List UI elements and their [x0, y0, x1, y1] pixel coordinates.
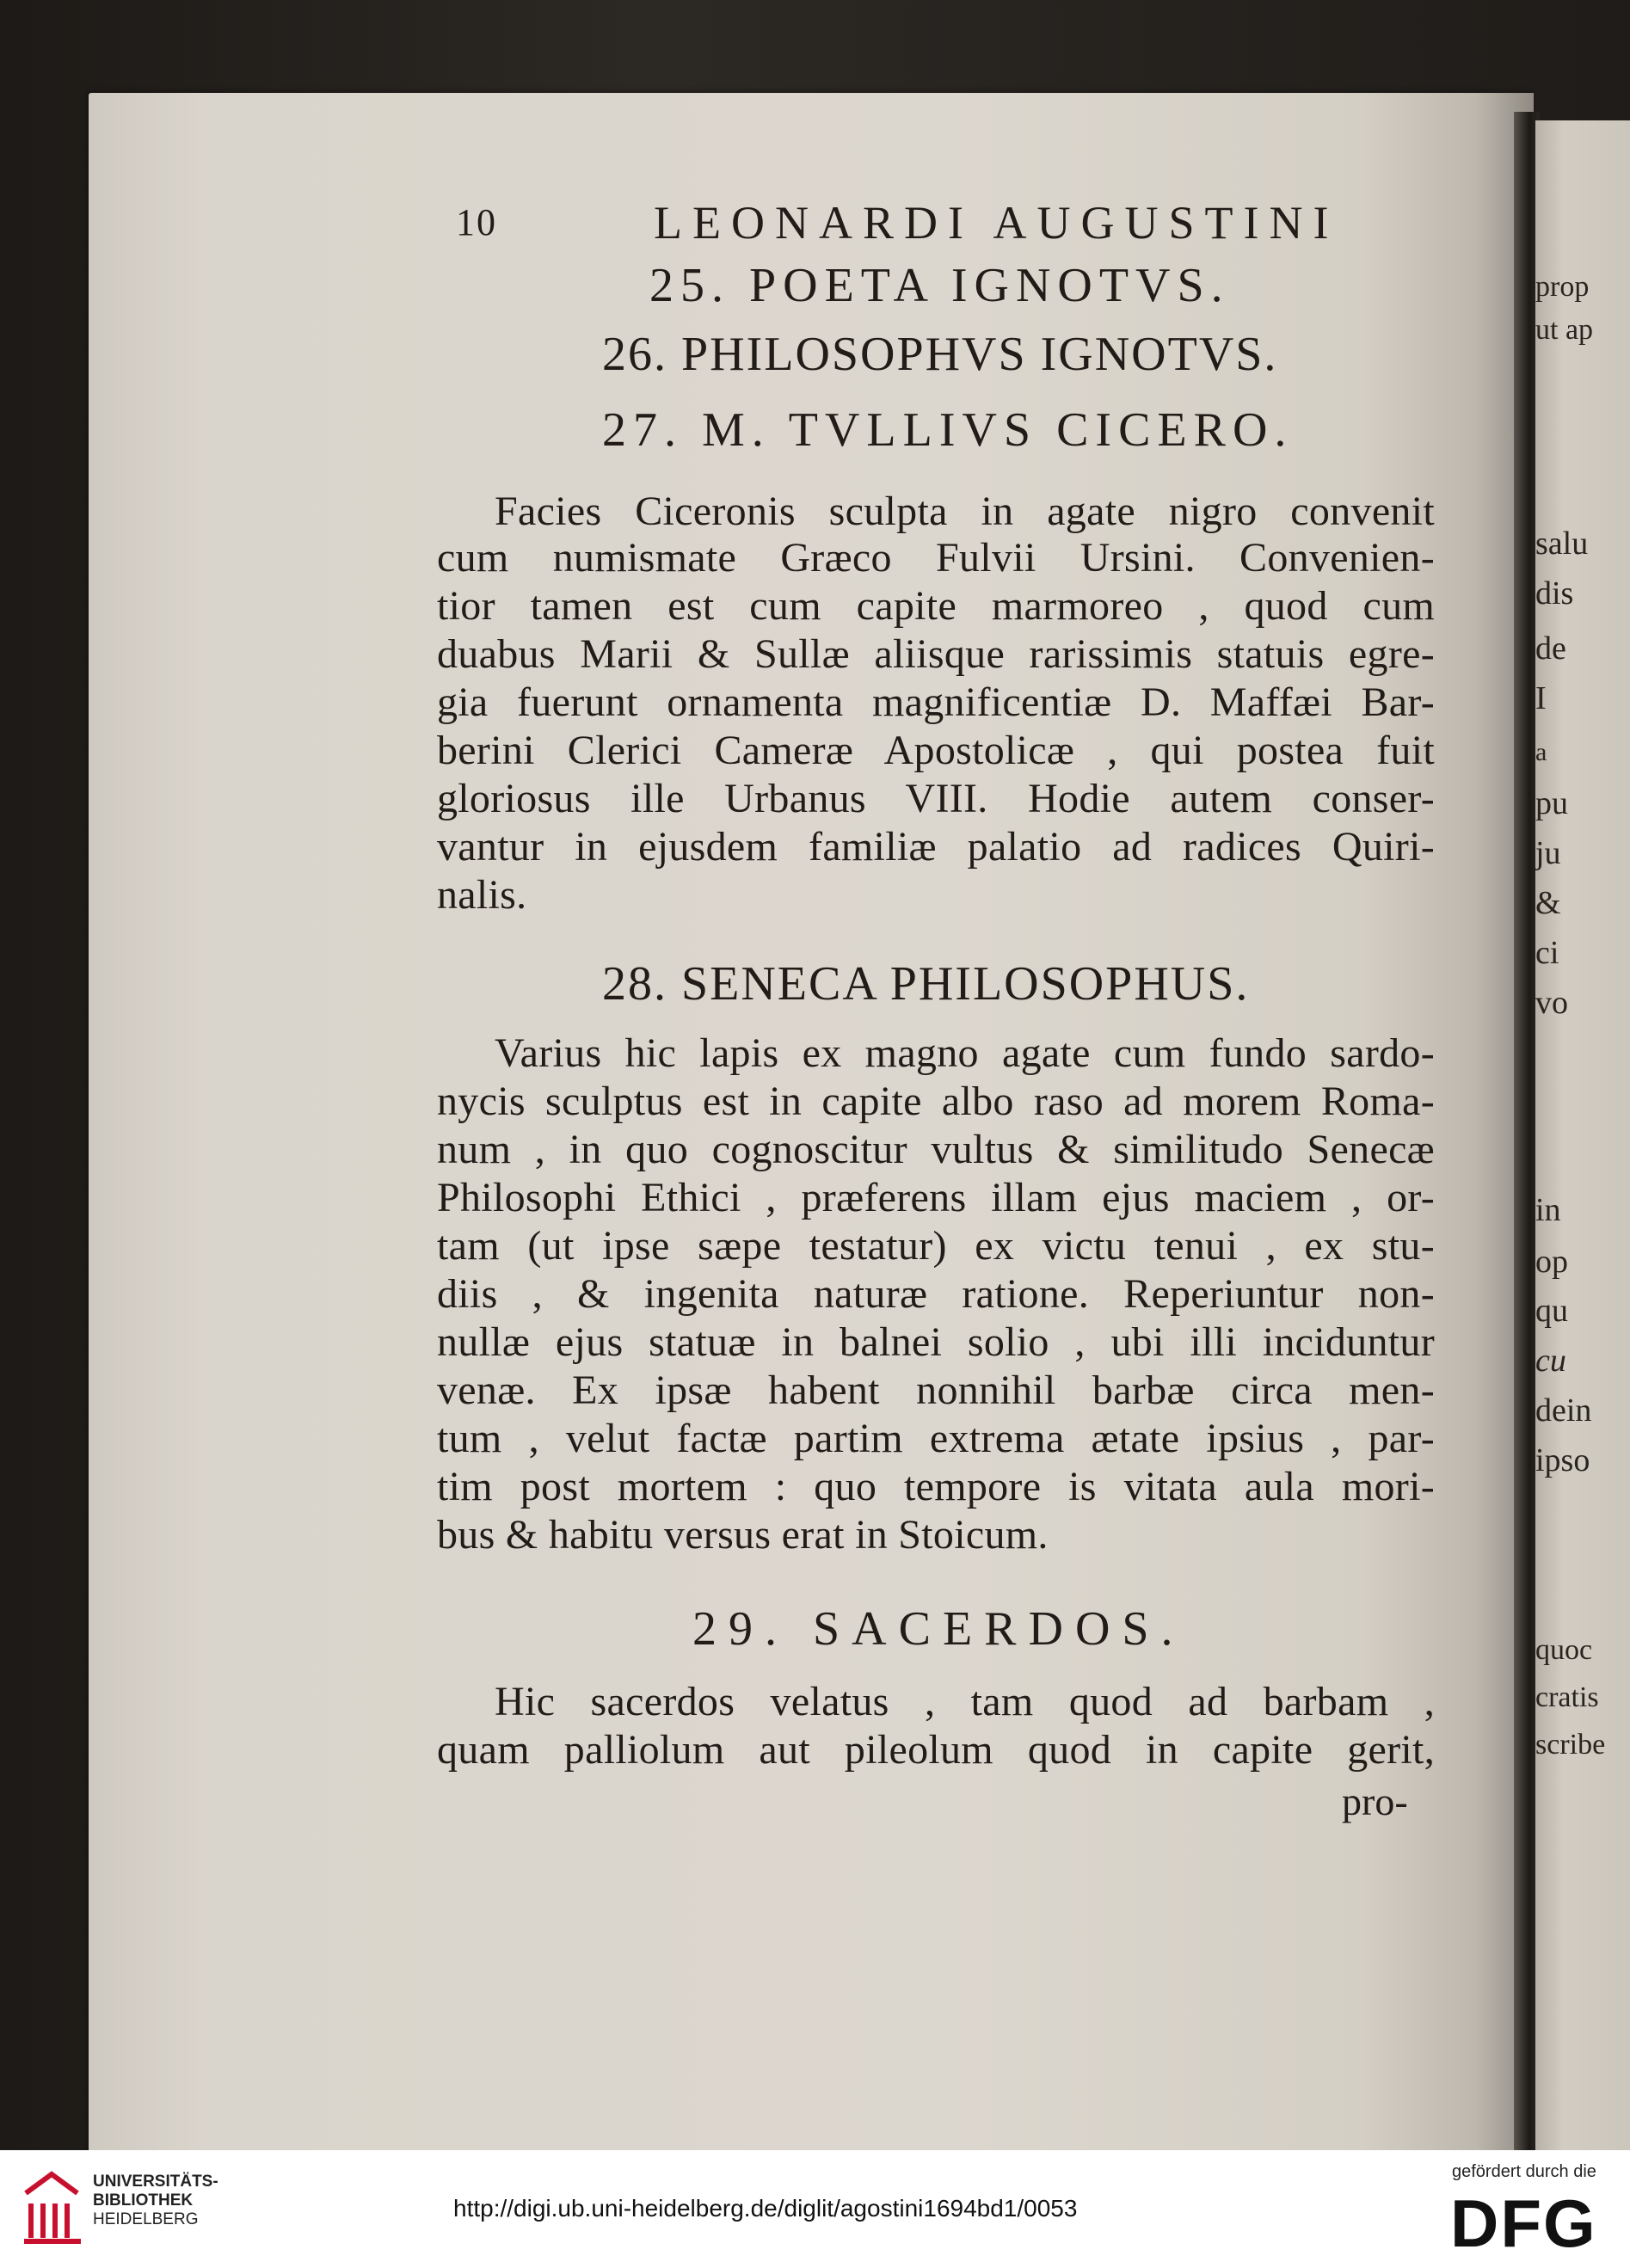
library-name — [93, 2173, 218, 2229]
permalink-url[interactable]: http://digi.ub.uni-heidelberg.de/diglit/agostini1694bd1/0053 — [453, 2195, 1078, 2222]
text-line: gloriosus ille Urbanus VIII. Hodie autem conser- — [437, 776, 1435, 821]
text-line: Varius hic lapis ex magno agate cum fundo sardo- — [495, 1030, 1435, 1076]
adjacent-page-edge — [1535, 120, 1630, 2150]
footer-bar — [0, 2150, 1630, 2268]
fragment: scribe — [1535, 1729, 1606, 1761]
fragment: qu — [1535, 1293, 1568, 1329]
heading-27: 27. M. TVLLIVS CICERO. — [602, 403, 1294, 457]
text-line: Hic sacerdos velatus , tam quod ad barbam , — [495, 1679, 1435, 1724]
text-line: Facies Ciceronis sculpta in agate nigro convenit — [495, 489, 1435, 534]
text-line: cum numismate Græco Fulvii Ursini. Convenien- — [437, 535, 1435, 581]
fragment: in — [1535, 1192, 1561, 1228]
fragment: salu — [1535, 526, 1589, 562]
text-line: tim post mortem : quo tempore is vitata aula mori- — [437, 1464, 1435, 1509]
fragment: ju — [1535, 835, 1561, 871]
dfg-logo-icon — [1450, 2193, 1608, 2252]
fragment: & — [1535, 885, 1561, 921]
running-title: LEONARDI AUGUSTINI — [654, 197, 1339, 249]
funded-by-label: gefördert durch die — [1452, 2162, 1596, 2181]
library-line-3: HEIDELBERG — [93, 2210, 199, 2228]
text-line: venæ. Ex ipsæ habent nonnihil barbæ circa men- — [437, 1368, 1435, 1413]
fragment: vo — [1535, 985, 1568, 1021]
fragment: I — [1535, 680, 1547, 716]
library-line-1: UNIVERSITÄTS- — [93, 2173, 218, 2191]
text-line: duabus Marii & Sullæ aliisque rarissimis statuis egre- — [437, 631, 1435, 677]
fragment: quoc — [1535, 1634, 1593, 1666]
text-line: berini Clerici Cameræ Apostolicæ , qui postea fuit — [437, 728, 1435, 773]
fragment: ut ap — [1535, 314, 1594, 346]
fragment: cu — [1535, 1343, 1566, 1379]
heading-25: 25. POETA IGNOTVS. — [649, 259, 1230, 312]
text-line: bus & habitu versus erat in Stoicum. — [437, 1512, 1049, 1558]
heading-29: 29. SACERDOS. — [692, 1602, 1185, 1656]
text-line: vantur in ejusdem familiæ palatio ad radices Quiri- — [437, 824, 1435, 870]
page-number: 10 — [456, 201, 497, 243]
text-line: nycis sculptus est in capite albo raso ad morem Roma- — [437, 1079, 1435, 1124]
text-line: nalis. — [437, 872, 527, 918]
fragment: pu — [1535, 785, 1568, 821]
fragment: ci — [1535, 935, 1559, 971]
library-line-2: BIBLIOTHEK — [93, 2191, 194, 2210]
dfg-logo-text: DFG — [1450, 2193, 1597, 2252]
text-line: tior tamen est cum capite marmoreo , quod cum — [437, 583, 1435, 629]
text-line: quam palliolum aut pileolum quod in capite gerit, — [437, 1727, 1435, 1773]
fragment: de — [1535, 630, 1566, 667]
heading-28: 28. SENECA PHILOSOPHUS. — [602, 957, 1250, 1011]
fragment: ipso — [1535, 1442, 1590, 1478]
text-line: Philosophi Ethici , præferens illam ejus maciem , or- — [437, 1175, 1435, 1220]
text-line: tum , velut factæ partim extrema ætate ipsius , par- — [437, 1416, 1435, 1461]
text-line: tam (ut ipse sæpe testatur) ex victu tenui , ex stu- — [437, 1223, 1435, 1269]
university-library-logo-icon — [19, 2167, 86, 2245]
catchword: pro- — [1342, 1779, 1408, 1823]
text-line: nullæ ejus statuæ in balnei solio , ubi illi inciduntur — [437, 1319, 1435, 1365]
fragment: prop — [1535, 271, 1590, 303]
fragment: op — [1535, 1244, 1568, 1280]
text-line: gia fuerunt ornamenta magnificentiæ D. Maffæi Bar- — [437, 679, 1435, 725]
fragment: dis — [1535, 575, 1574, 612]
text-line: diis , & ingenita naturæ ratione. Reperiuntur non- — [437, 1271, 1435, 1317]
fragment: a — [1535, 738, 1547, 766]
heading-26: 26. PHILOSOPHVS IGNOTVS. — [602, 328, 1278, 381]
fragment: cratis — [1535, 1681, 1599, 1713]
fragment: dein — [1535, 1392, 1592, 1429]
text-line: num , in quo cognoscitur vultus & similitudo Senecæ — [437, 1127, 1435, 1172]
